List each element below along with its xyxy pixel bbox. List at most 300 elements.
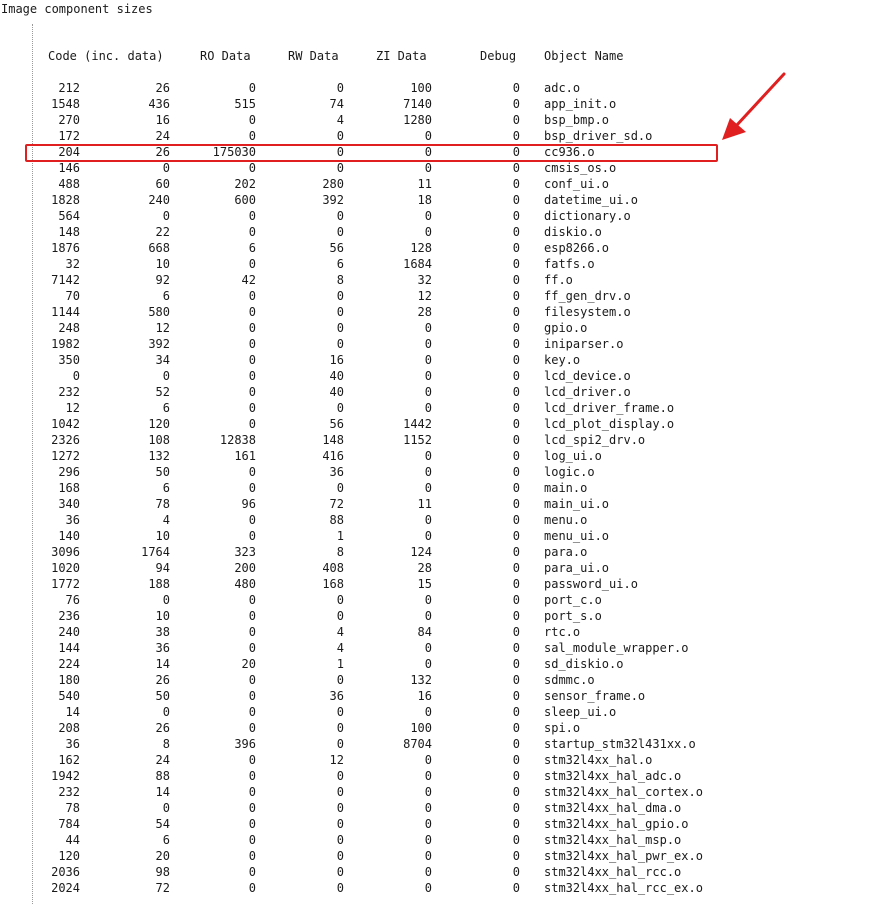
debug-cell: 0: [512, 145, 520, 159]
rw-data-cell: 0: [336, 225, 344, 239]
object-name-cell: port_s.o: [544, 609, 602, 623]
ro-data-cell: 0: [248, 209, 256, 223]
inc-data-cell: 0: [162, 801, 170, 815]
inc-data-cell: 26: [155, 721, 170, 735]
zi-data-cell: 0: [424, 385, 432, 399]
debug-cell: 0: [512, 353, 520, 367]
rw-data-cell: 16: [329, 353, 344, 367]
table-row: [0, 256, 878, 272]
code-cell: 0: [72, 369, 80, 383]
object-name-cell: password_ui.o: [544, 577, 638, 591]
object-name-cell: ff.o: [544, 273, 573, 287]
inc-data-cell: 108: [148, 433, 170, 447]
code-cell: 78: [65, 801, 80, 815]
object-name-cell: adc.o: [544, 81, 581, 95]
inc-data-cell: 14: [155, 657, 170, 671]
table-row: [0, 496, 878, 512]
code-cell: 540: [58, 689, 80, 703]
code-cell: 2024: [51, 881, 80, 895]
rw-data-cell: 0: [336, 129, 344, 143]
ro-data-cell: 42: [241, 273, 256, 287]
ro-data-cell: 515: [234, 97, 256, 111]
debug-cell: 0: [512, 177, 520, 191]
zi-data-cell: 1280: [403, 113, 432, 127]
ro-data-cell: 0: [248, 129, 256, 143]
rw-data-cell: 0: [336, 721, 344, 735]
ro-data-cell: 0: [248, 881, 256, 895]
code-cell: 36: [65, 737, 80, 751]
debug-cell: 0: [512, 321, 520, 335]
ro-data-cell: 0: [248, 81, 256, 95]
ro-data-cell: 0: [248, 401, 256, 415]
rw-data-cell: 148: [322, 433, 344, 447]
ro-data-cell: 0: [248, 689, 256, 703]
debug-cell: 0: [512, 401, 520, 415]
table-row: [0, 448, 878, 464]
debug-cell: 0: [512, 225, 520, 239]
object-name-cell: menu.o: [544, 513, 588, 527]
debug-cell: 0: [512, 497, 520, 511]
debug-cell: 0: [512, 241, 520, 255]
ro-data-cell: 0: [248, 785, 256, 799]
rw-data-cell: 416: [322, 449, 344, 463]
object-name-cell: startup_stm32l431xx.o: [544, 737, 696, 751]
code-cell: 204: [58, 145, 80, 159]
inc-data-cell: 580: [148, 305, 170, 319]
inc-data-cell: 1764: [141, 545, 170, 559]
debug-cell: 0: [512, 273, 520, 287]
code-cell: 248: [58, 321, 80, 335]
code-cell: 144: [58, 641, 80, 655]
object-name-cell: menu_ui.o: [544, 529, 610, 543]
ro-data-cell: 6: [248, 241, 256, 255]
ro-data-cell: 0: [248, 817, 256, 831]
rw-data-cell: 0: [336, 673, 344, 687]
debug-cell: 0: [512, 81, 520, 95]
ro-data-cell: 0: [248, 529, 256, 543]
code-cell: 146: [58, 161, 80, 175]
debug-cell: 0: [512, 849, 520, 863]
rw-data-cell: 0: [336, 801, 344, 815]
zi-data-cell: 0: [424, 705, 432, 719]
rw-data-cell: 0: [336, 769, 344, 783]
zi-data-cell: 0: [424, 641, 432, 655]
code-cell: 140: [58, 529, 80, 543]
code-cell: 162: [58, 753, 80, 767]
zi-data-cell: 0: [424, 657, 432, 671]
rw-data-cell: 88: [329, 513, 344, 527]
object-name-cell: ff_gen_drv.o: [544, 289, 631, 303]
inc-data-cell: 240: [148, 193, 170, 207]
ro-data-cell: 0: [248, 849, 256, 863]
ro-data-cell: 200: [234, 561, 256, 575]
table-row: [0, 768, 878, 784]
ro-data-cell: 0: [248, 225, 256, 239]
zi-data-cell: 0: [424, 401, 432, 415]
debug-cell: 0: [512, 801, 520, 815]
zi-data-cell: 0: [424, 161, 432, 175]
table-row: [0, 272, 878, 288]
object-name-cell: dictionary.o: [544, 209, 631, 223]
ro-data-cell: 175030: [212, 145, 256, 159]
ro-data-cell: 323: [234, 545, 256, 559]
object-name-cell: main_ui.o: [544, 497, 610, 511]
table-row: [0, 656, 878, 672]
rw-data-cell: 1: [336, 657, 344, 671]
rw-data-cell: 0: [336, 305, 344, 319]
zi-data-cell: 18: [417, 193, 432, 207]
ro-data-cell: 0: [248, 641, 256, 655]
object-name-cell: sleep_ui.o: [544, 705, 617, 719]
ro-data-cell: 0: [248, 801, 256, 815]
object-name-cell: stm32l4xx_hal_dma.o: [544, 801, 682, 815]
rw-data-cell: 6: [336, 257, 344, 271]
inc-data-cell: 72: [155, 881, 170, 895]
ro-data-cell: 0: [248, 753, 256, 767]
code-cell: 2036: [51, 865, 80, 879]
zi-data-cell: 0: [424, 337, 432, 351]
code-cell: 784: [58, 817, 80, 831]
zi-data-cell: 0: [424, 353, 432, 367]
rw-data-cell: 0: [336, 337, 344, 351]
debug-cell: 0: [512, 433, 520, 447]
zi-data-cell: 0: [424, 753, 432, 767]
debug-cell: 0: [512, 689, 520, 703]
inc-data-cell: 26: [155, 81, 170, 95]
table-row: [0, 688, 878, 704]
code-cell: 172: [58, 129, 80, 143]
zi-data-cell: 11: [417, 177, 432, 191]
object-name-cell: key.o: [544, 353, 581, 367]
debug-cell: 0: [512, 209, 520, 223]
code-cell: 168: [58, 481, 80, 495]
zi-data-cell: 0: [424, 321, 432, 335]
rw-data-cell: 8: [336, 273, 344, 287]
zi-data-cell: 1442: [403, 417, 432, 431]
zi-data-cell: 100: [410, 81, 432, 95]
code-cell: 36: [65, 513, 80, 527]
debug-cell: 0: [512, 753, 520, 767]
red-arrow-icon: [700, 60, 810, 150]
ro-data-cell: 0: [248, 305, 256, 319]
ro-data-cell: 480: [234, 577, 256, 591]
rw-data-cell: 0: [336, 321, 344, 335]
inc-data-cell: 50: [155, 689, 170, 703]
rw-data-cell: 0: [336, 161, 344, 175]
debug-cell: 0: [512, 865, 520, 879]
zi-data-cell: 132: [410, 673, 432, 687]
code-cell: 1144: [51, 305, 80, 319]
zi-data-cell: 84: [417, 625, 432, 639]
code-cell: 236: [58, 609, 80, 623]
debug-cell: 0: [512, 673, 520, 687]
rw-data-cell: 0: [336, 737, 344, 751]
object-name-cell: cmsis_os.o: [544, 161, 617, 175]
table-row: [0, 672, 878, 688]
table-row: [0, 400, 878, 416]
code-cell: 1876: [51, 241, 80, 255]
table-row: [0, 240, 878, 256]
inc-data-cell: 98: [155, 865, 170, 879]
zi-data-cell: 0: [424, 865, 432, 879]
table-row: [0, 832, 878, 848]
zi-data-cell: 28: [417, 305, 432, 319]
code-cell: 224: [58, 657, 80, 671]
table-row: [0, 160, 878, 176]
table-row: [0, 576, 878, 592]
object-name-cell: datetime_ui.o: [544, 193, 638, 207]
inc-data-cell: 22: [155, 225, 170, 239]
inc-data-cell: 188: [148, 577, 170, 591]
debug-cell: 0: [512, 449, 520, 463]
column-header-ro-data: RO Data: [200, 49, 251, 63]
inc-data-cell: 24: [155, 129, 170, 143]
object-name-cell: conf_ui.o: [544, 177, 610, 191]
object-name-cell: lcd_driver_frame.o: [544, 401, 675, 415]
table-row: [0, 624, 878, 640]
rw-data-cell: 0: [336, 593, 344, 607]
ro-data-cell: 0: [248, 625, 256, 639]
zi-data-cell: 15: [417, 577, 432, 591]
object-name-cell: main.o: [544, 481, 588, 495]
table-row: [0, 848, 878, 864]
debug-cell: 0: [512, 161, 520, 175]
debug-cell: 0: [512, 385, 520, 399]
rw-data-cell: 0: [336, 785, 344, 799]
table-row: [0, 368, 878, 384]
object-name-cell: port_c.o: [544, 593, 602, 607]
inc-data-cell: 54: [155, 817, 170, 831]
zi-data-cell: 0: [424, 145, 432, 159]
debug-cell: 0: [512, 625, 520, 639]
zi-data-cell: 0: [424, 481, 432, 495]
table-row: [0, 560, 878, 576]
column-header-rw-data: RW Data: [288, 49, 339, 63]
zi-data-cell: 12: [417, 289, 432, 303]
object-name-cell: stm32l4xx_hal_rcc.o: [544, 865, 682, 879]
ro-data-cell: 0: [248, 385, 256, 399]
debug-cell: 0: [512, 881, 520, 895]
table-row: [0, 752, 878, 768]
code-cell: 14: [65, 705, 80, 719]
ro-data-cell: 0: [248, 769, 256, 783]
zi-data-cell: 1152: [403, 433, 432, 447]
page-title: Image component sizes: [1, 2, 153, 16]
code-cell: 212: [58, 81, 80, 95]
inc-data-cell: 16: [155, 113, 170, 127]
code-cell: 208: [58, 721, 80, 735]
object-name-cell: rtc.o: [544, 625, 581, 639]
code-cell: 32: [65, 257, 80, 271]
object-name-cell: filesystem.o: [544, 305, 631, 319]
code-cell: 232: [58, 385, 80, 399]
inc-data-cell: 6: [162, 833, 170, 847]
code-cell: 564: [58, 209, 80, 223]
rw-data-cell: 0: [336, 81, 344, 95]
code-cell: 1828: [51, 193, 80, 207]
object-name-cell: spi.o: [544, 721, 581, 735]
zi-data-cell: 0: [424, 609, 432, 623]
debug-cell: 0: [512, 737, 520, 751]
ro-data-cell: 0: [248, 865, 256, 879]
inc-data-cell: 132: [148, 449, 170, 463]
rw-data-cell: 0: [336, 865, 344, 879]
table-row: [0, 304, 878, 320]
table-row: [0, 592, 878, 608]
zi-data-cell: 1684: [403, 257, 432, 271]
debug-cell: 0: [512, 481, 520, 495]
table-row: [0, 784, 878, 800]
object-name-cell: lcd_device.o: [544, 369, 631, 383]
inc-data-cell: 6: [162, 481, 170, 495]
inc-data-cell: 36: [155, 641, 170, 655]
table-row: [0, 384, 878, 400]
object-name-cell: gpio.o: [544, 321, 588, 335]
inc-data-cell: 88: [155, 769, 170, 783]
rw-data-cell: 4: [336, 113, 344, 127]
zi-data-cell: 8704: [403, 737, 432, 751]
object-name-cell: esp8266.o: [544, 241, 610, 255]
object-name-cell: diskio.o: [544, 225, 602, 239]
zi-data-cell: 128: [410, 241, 432, 255]
code-cell: 296: [58, 465, 80, 479]
object-name-cell: stm32l4xx_hal_pwr_ex.o: [544, 849, 703, 863]
table-row: [0, 320, 878, 336]
object-name-cell: lcd_plot_display.o: [544, 417, 675, 431]
inc-data-cell: 10: [155, 257, 170, 271]
rw-data-cell: 280: [322, 177, 344, 191]
object-name-cell: lcd_driver.o: [544, 385, 631, 399]
zi-data-cell: 0: [424, 881, 432, 895]
zi-data-cell: 0: [424, 817, 432, 831]
debug-cell: 0: [512, 257, 520, 271]
zi-data-cell: 16: [417, 689, 432, 703]
debug-cell: 0: [512, 369, 520, 383]
table-row: [0, 416, 878, 432]
debug-cell: 0: [512, 721, 520, 735]
object-name-cell: stm32l4xx_hal_cortex.o: [544, 785, 703, 799]
debug-cell: 0: [512, 529, 520, 543]
debug-cell: 0: [512, 113, 520, 127]
rw-data-cell: 0: [336, 705, 344, 719]
debug-cell: 0: [512, 337, 520, 351]
ro-data-cell: 0: [248, 705, 256, 719]
column-header-zi-data: ZI Data: [376, 49, 427, 63]
object-name-cell: para_ui.o: [544, 561, 610, 575]
inc-data-cell: 34: [155, 353, 170, 367]
ro-data-cell: 96: [241, 497, 256, 511]
inc-data-cell: 52: [155, 385, 170, 399]
inc-data-cell: 24: [155, 753, 170, 767]
table-row: [0, 176, 878, 192]
debug-cell: 0: [512, 609, 520, 623]
inc-data-cell: 92: [155, 273, 170, 287]
inc-data-cell: 50: [155, 465, 170, 479]
ro-data-cell: 0: [248, 721, 256, 735]
table-row: [0, 880, 878, 896]
ro-data-cell: 0: [248, 289, 256, 303]
object-name-cell: fatfs.o: [544, 257, 595, 271]
ro-data-cell: 0: [248, 321, 256, 335]
rw-data-cell: 0: [336, 481, 344, 495]
rw-data-cell: 0: [336, 817, 344, 831]
code-cell: 76: [65, 593, 80, 607]
code-cell: 350: [58, 353, 80, 367]
object-name-cell: app_init.o: [544, 97, 617, 111]
ro-data-cell: 0: [248, 161, 256, 175]
object-name-cell: iniparser.o: [544, 337, 624, 351]
inc-data-cell: 0: [162, 369, 170, 383]
object-name-cell: lcd_spi2_drv.o: [544, 433, 646, 447]
column-header-debug: Debug: [480, 49, 517, 63]
object-name-cell: sdmmc.o: [544, 673, 595, 687]
rw-data-cell: 408: [322, 561, 344, 575]
table-row: [0, 480, 878, 496]
code-cell: 3096: [51, 545, 80, 559]
object-name-cell: sal_module_wrapper.o: [544, 641, 689, 655]
table-row: [0, 800, 878, 816]
zi-data-cell: 0: [424, 369, 432, 383]
ro-data-cell: 20: [241, 657, 256, 671]
table-row: [0, 736, 878, 752]
object-name-cell: sd_diskio.o: [544, 657, 624, 671]
rw-data-cell: 4: [336, 625, 344, 639]
zi-data-cell: 0: [424, 769, 432, 783]
ro-data-cell: 0: [248, 257, 256, 271]
ro-data-cell: 12838: [219, 433, 256, 447]
code-cell: 340: [58, 497, 80, 511]
code-cell: 120: [58, 849, 80, 863]
zi-data-cell: 0: [424, 833, 432, 847]
ro-data-cell: 0: [248, 417, 256, 431]
ro-data-cell: 0: [248, 593, 256, 607]
code-cell: 180: [58, 673, 80, 687]
inc-data-cell: 4: [162, 513, 170, 527]
ro-data-cell: 0: [248, 465, 256, 479]
ro-data-cell: 0: [248, 833, 256, 847]
debug-cell: 0: [512, 593, 520, 607]
rw-data-cell: 392: [322, 193, 344, 207]
rw-data-cell: 0: [336, 849, 344, 863]
zi-data-cell: 0: [424, 529, 432, 543]
inc-data-cell: 0: [162, 593, 170, 607]
column-header-object-name: Object Name: [544, 49, 624, 63]
inc-data-cell: 392: [148, 337, 170, 351]
rw-data-cell: 4: [336, 641, 344, 655]
inc-data-cell: 94: [155, 561, 170, 575]
code-cell: 148: [58, 225, 80, 239]
inc-data-cell: 26: [155, 673, 170, 687]
zi-data-cell: 11: [417, 497, 432, 511]
zi-data-cell: 0: [424, 129, 432, 143]
inc-data-cell: 38: [155, 625, 170, 639]
ro-data-cell: 0: [248, 353, 256, 367]
code-cell: 44: [65, 833, 80, 847]
zi-data-cell: 28: [417, 561, 432, 575]
debug-cell: 0: [512, 577, 520, 591]
ro-data-cell: 0: [248, 369, 256, 383]
rw-data-cell: 36: [329, 465, 344, 479]
object-name-cell: logic.o: [544, 465, 595, 479]
code-cell: 1042: [51, 417, 80, 431]
ro-data-cell: 0: [248, 113, 256, 127]
rw-data-cell: 40: [329, 369, 344, 383]
object-name-cell: para.o: [544, 545, 588, 559]
table-row: [0, 512, 878, 528]
inc-data-cell: 6: [162, 401, 170, 415]
zi-data-cell: 32: [417, 273, 432, 287]
debug-cell: 0: [512, 193, 520, 207]
